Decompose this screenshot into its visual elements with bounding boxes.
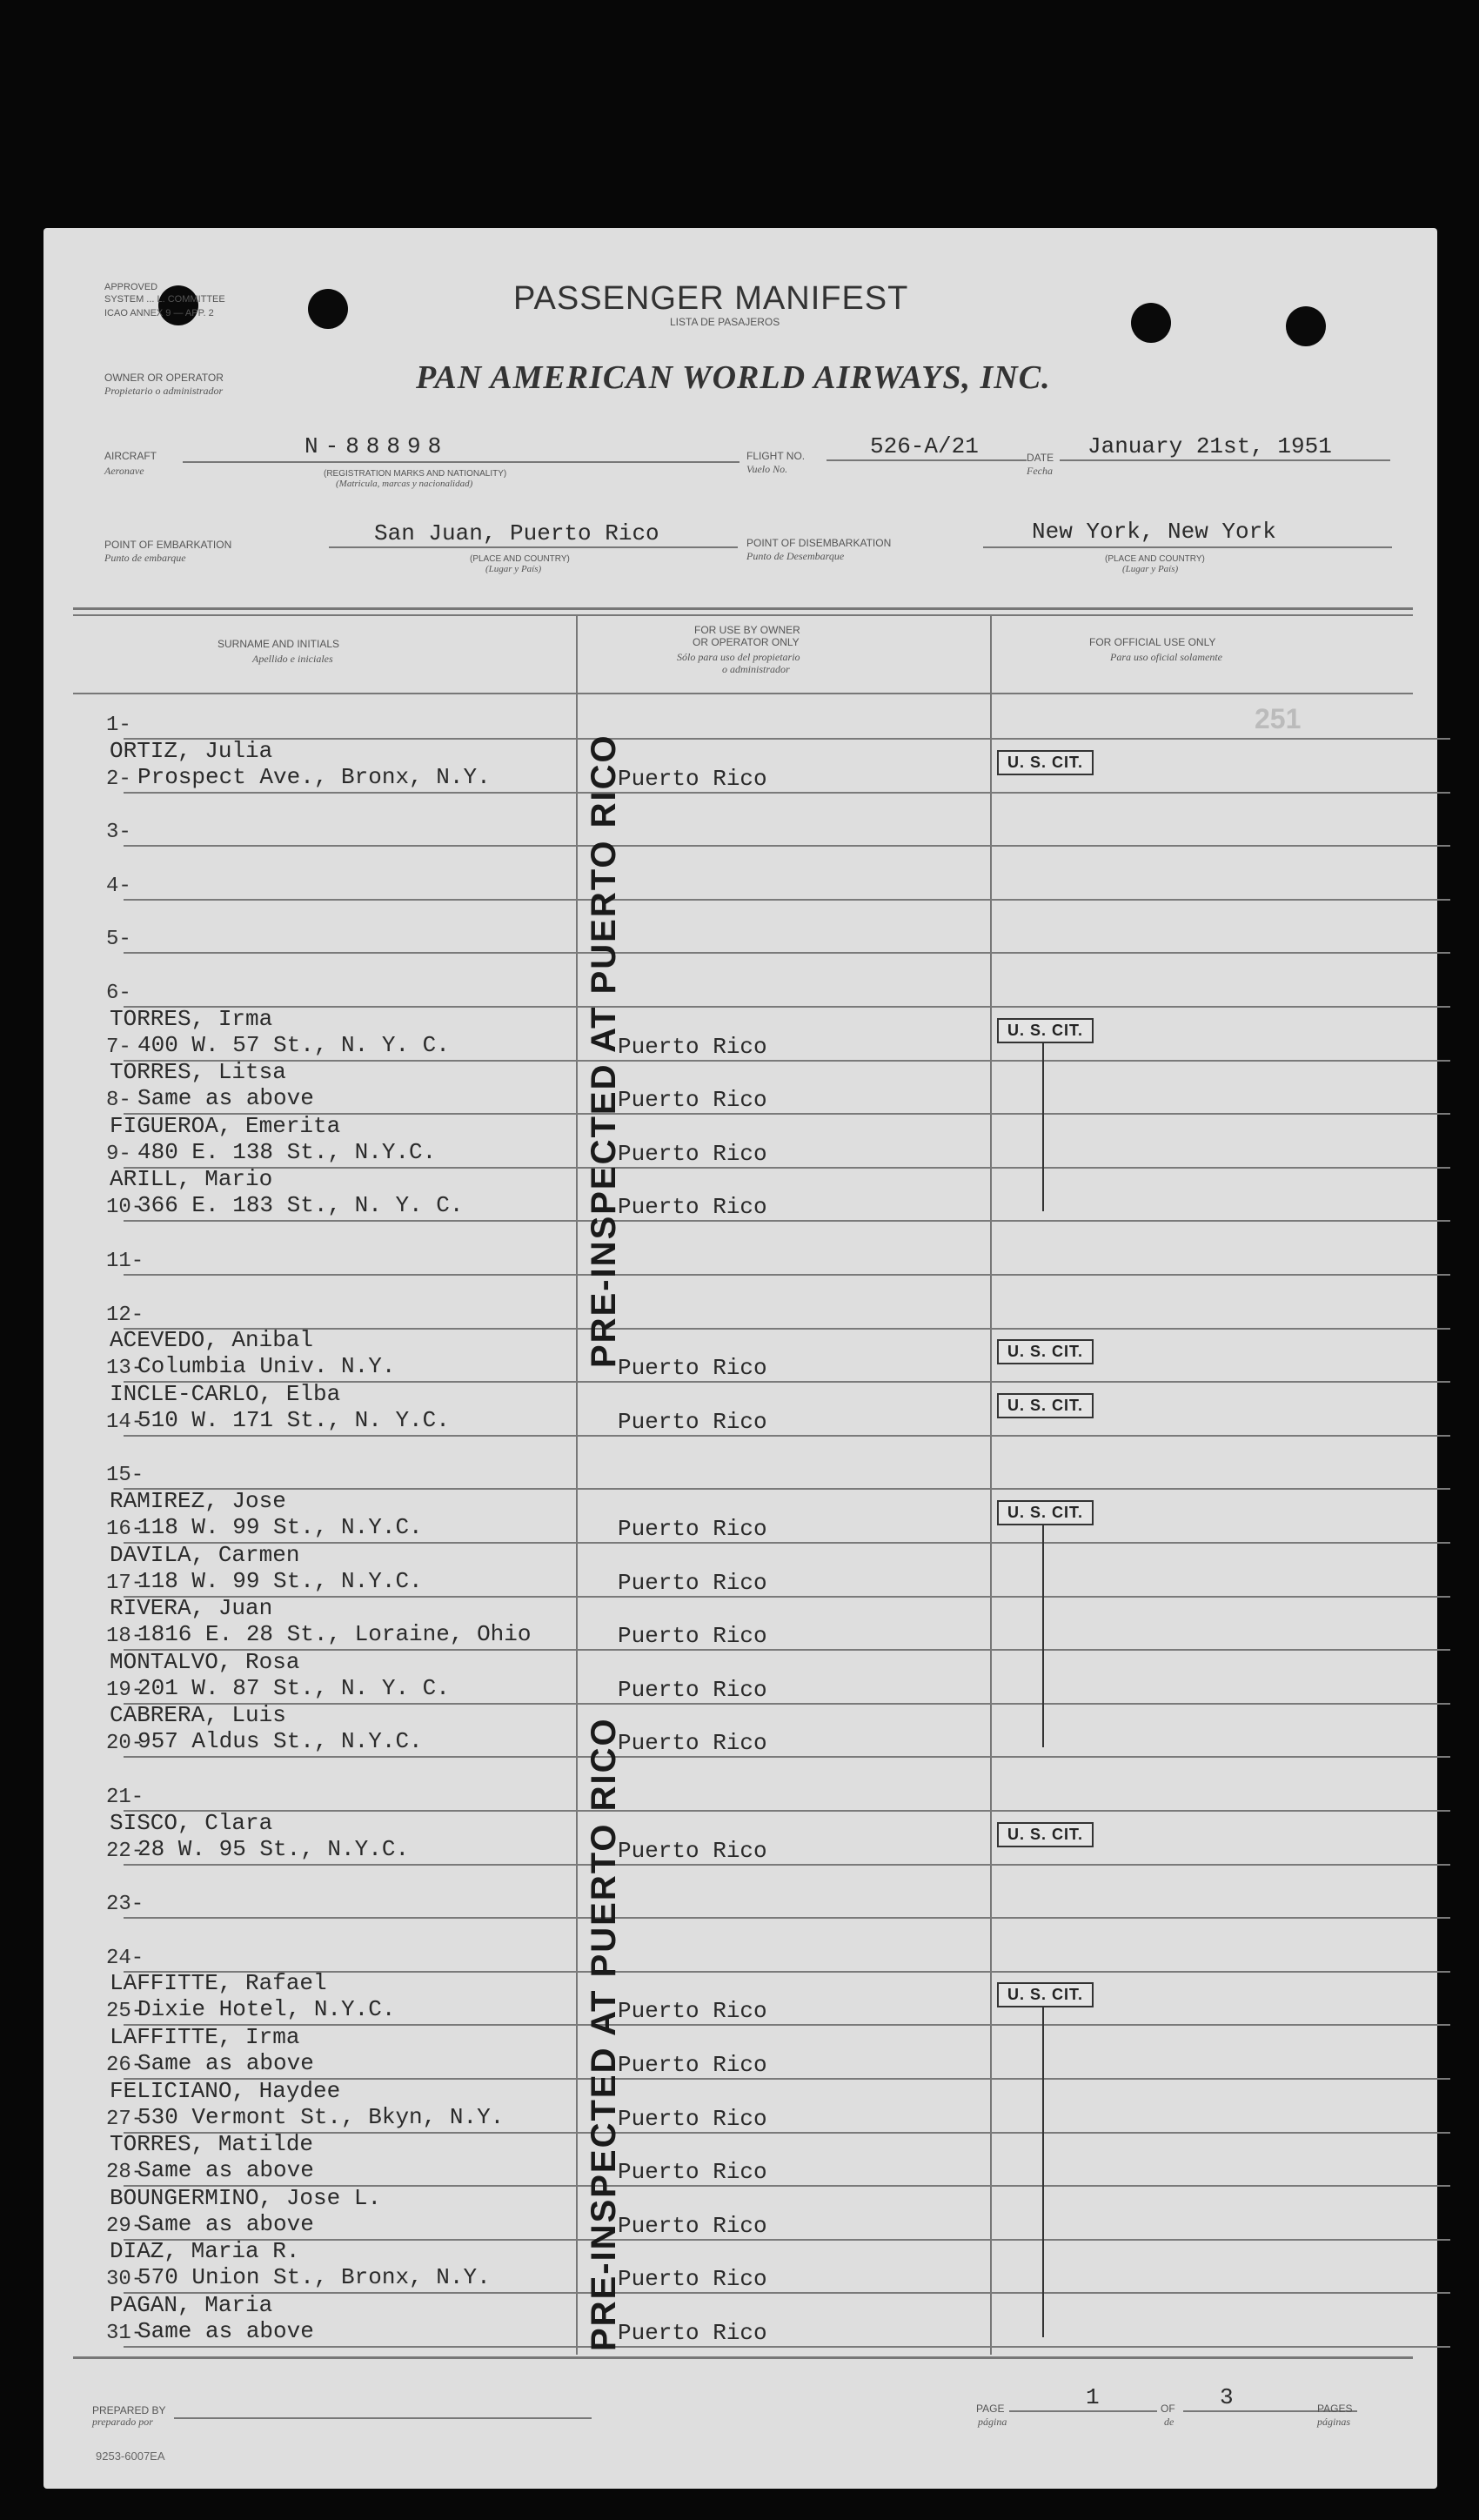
passenger-origin: Puerto Rico — [618, 1730, 767, 1757]
row-rule — [124, 1649, 1450, 1651]
row-rule — [124, 1596, 1450, 1598]
row-number: 7- — [106, 1035, 131, 1059]
row-rule — [124, 2239, 1450, 2241]
row-rule — [124, 1756, 1450, 1758]
passenger-address: Same as above — [137, 2318, 314, 2344]
passenger-name: ORTIZ, Julia — [110, 737, 273, 764]
col-official-header-es: Para uso oficial solamente — [1110, 651, 1222, 663]
aircraft-label-es: Aeronave — [104, 465, 144, 477]
flight-date: January 21st, 1951 — [1088, 433, 1332, 459]
prepared-label: PREPARED BY — [92, 2404, 166, 2416]
passenger-name: DAVILA, Carmen — [110, 1541, 300, 1568]
passenger-origin: Puerto Rico — [618, 1033, 767, 1060]
row-rule — [124, 1864, 1450, 1866]
passenger-origin: Puerto Rico — [618, 1837, 767, 1864]
passenger-address: 480 E. 138 St., N.Y.C. — [137, 1138, 437, 1165]
passenger-name: MONTALVO, Rosa — [110, 1648, 300, 1675]
approval-line1: APPROVED — [104, 282, 158, 292]
passenger-origin: Puerto Rico — [618, 1087, 767, 1114]
row-rule — [124, 2024, 1450, 2026]
passenger-name: PAGAN, Maria — [110, 2292, 273, 2318]
row-rule — [124, 1488, 1450, 1490]
row-number: 27- — [106, 2107, 144, 2131]
aircraft-sub-es: (Matricula, marcas y nacionalidad) — [336, 479, 473, 489]
preinspected-stamp: PRE-INSPECTED AT PUERTO RICO — [585, 1717, 623, 2351]
preinspected-stamp: PRE-INSPECTED AT PUERTO RICO — [585, 734, 623, 1368]
passenger-name: TORRES, Matilde — [110, 2131, 314, 2158]
flight-label: FLIGHT NO. — [746, 450, 806, 462]
passenger-name: TORRES, Irma — [110, 1005, 273, 1032]
disembark-label-es: Punto de Desembarque — [746, 550, 845, 562]
form-code: 9253-6007EA — [96, 2450, 165, 2463]
of-label: OF — [1161, 2403, 1175, 2415]
manifest-sheet — [44, 228, 1437, 2489]
row-rule — [124, 2346, 1450, 2348]
sheet-number: 251 — [1255, 703, 1302, 734]
row-number: 12- — [106, 1303, 144, 1327]
passenger-origin: Puerto Rico — [618, 1676, 767, 1703]
row-number: 28- — [106, 2161, 144, 2185]
passenger-origin: Puerto Rico — [618, 2052, 767, 2078]
passenger-name: DIAZ, Maria R. — [110, 2238, 300, 2265]
flight-number: 526-A/21 — [870, 433, 979, 459]
row-number: 25- — [106, 2000, 144, 2024]
us-citizen-stamp: U. S. CIT. — [997, 1500, 1094, 1525]
flight-label-es: Vuelo No. — [746, 463, 788, 475]
passenger-origin: Puerto Rico — [618, 2105, 767, 2132]
disembark-label: POINT OF DISEMBARKATION — [746, 537, 892, 549]
passenger-origin: Puerto Rico — [618, 765, 767, 792]
col-surname-header: SURNAME AND INITIALS — [218, 638, 340, 650]
row-number: 15- — [106, 1464, 144, 1488]
row-rule — [124, 738, 1450, 740]
passenger-address: 118 W. 99 St., N.Y.C. — [137, 1514, 423, 1540]
us-citizen-stamp: U. S. CIT. — [997, 1393, 1094, 1418]
row-number: 26- — [106, 2054, 144, 2077]
row-number: 31- — [106, 2322, 144, 2345]
form-title: PASSENGER MANIFEST — [513, 280, 909, 317]
col-owner-header-1: FOR USE BY OWNER — [694, 624, 800, 636]
passenger-origin: Puerto Rico — [618, 1516, 767, 1542]
approval-line3: ICAO ANNEX 9 — APP. 2 — [104, 308, 214, 318]
date-label-es: Fecha — [1027, 465, 1053, 477]
of-label-es: de — [1164, 2416, 1174, 2428]
row-rule — [124, 1274, 1450, 1276]
passenger-address: 366 E. 183 St., N. Y. C. — [137, 1192, 464, 1219]
punch-hole — [1286, 306, 1326, 346]
row-number: 8- — [106, 1089, 131, 1113]
disembarkation-value: New York, New York — [1032, 519, 1276, 545]
form-title-es: LISTA DE PASAJEROS — [670, 316, 780, 328]
passenger-name: TORRES, Litsa — [110, 1059, 286, 1086]
passenger-address: 570 Union St., Bronx, N.Y. — [137, 2264, 491, 2291]
passenger-address: Same as above — [137, 2050, 314, 2076]
us-citizen-stamp: U. S. CIT. — [997, 1822, 1094, 1847]
row-number: 20- — [106, 1732, 144, 1756]
row-rule — [124, 1220, 1450, 1222]
passenger-address: 28 W. 95 St., N.Y.C. — [137, 1835, 410, 1862]
passenger-origin: Puerto Rico — [618, 1569, 767, 1596]
embarkation-value: San Juan, Puerto Rico — [374, 520, 659, 546]
disembark-place-sub-es: (Lugar y País) — [1122, 564, 1179, 574]
row-number: 19- — [106, 1678, 144, 1702]
pages-label: PAGES — [1317, 2403, 1353, 2415]
row-number: 30- — [106, 2268, 144, 2292]
passenger-origin: Puerto Rico — [618, 2266, 767, 2293]
row-rule — [124, 899, 1450, 901]
row-rule — [124, 1060, 1450, 1062]
passenger-origin: Puerto Rico — [618, 2212, 767, 2239]
embark-place-sub-es: (Lugar y País) — [485, 564, 542, 574]
passenger-address: 118 W. 99 St., N.Y.C. — [137, 1567, 423, 1594]
passenger-address: 1816 E. 28 St., Loraine, Ohio — [137, 1621, 532, 1648]
passenger-origin: Puerto Rico — [618, 1623, 767, 1650]
operator-name: PAN AMERICAN WORLD AIRWAYS, INC. — [416, 359, 1051, 396]
passenger-name: ARILL, Mario — [110, 1166, 273, 1193]
row-number: 14- — [106, 1410, 144, 1434]
row-number: 16- — [106, 1518, 144, 1541]
passenger-address: Same as above — [137, 2157, 314, 2184]
us-citizen-stamp: U. S. CIT. — [997, 1339, 1094, 1364]
row-rule — [124, 1542, 1450, 1544]
passenger-origin: Puerto Rico — [618, 1194, 767, 1221]
punch-hole — [1131, 303, 1171, 343]
row-rule — [124, 1810, 1450, 1812]
row-number: 23- — [106, 1893, 144, 1917]
row-rule — [124, 1917, 1450, 1919]
col-owner-header-es1: Sólo para uso del propietario — [677, 651, 800, 663]
passenger-name: LAFFITTE, Irma — [110, 2024, 300, 2050]
row-rule — [124, 845, 1450, 847]
passenger-address: 957 Aldus St., N.Y.C. — [137, 1728, 423, 1755]
row-rule — [124, 792, 1450, 794]
approval-line2: SYSTEM ... L. COMMITTEE — [104, 294, 225, 305]
passenger-origin: Puerto Rico — [618, 2159, 767, 2186]
row-number: 1- — [106, 714, 131, 737]
row-number: 24- — [106, 1946, 144, 1970]
disembark-place-sub: (PLACE AND COUNTRY) — [1105, 554, 1205, 564]
passenger-name: CABRERA, Luis — [110, 1702, 286, 1729]
aircraft-sub: (REGISTRATION MARKS AND NATIONALITY) — [324, 469, 507, 479]
col-official-header: FOR OFFICIAL USE ONLY — [1089, 636, 1216, 648]
passenger-origin: Puerto Rico — [618, 1140, 767, 1167]
date-label: DATE — [1027, 452, 1054, 464]
passenger-name: INCLE-CARLO, Elba — [110, 1380, 341, 1407]
passenger-name: FELICIANO, Haydee — [110, 2077, 341, 2104]
embark-label-es: Punto de embarque — [104, 552, 186, 564]
passenger-address: Dixie Hotel, N.Y.C. — [137, 1996, 396, 2023]
us-citizen-stamp: U. S. CIT. — [997, 1982, 1094, 2007]
passenger-name: LAFFITTE, Rafael — [110, 1970, 327, 1997]
col-surname-header-es: Apellido e iniciales — [252, 653, 333, 665]
passenger-name: ACEVEDO, Anibal — [110, 1327, 314, 1354]
row-rule — [124, 1167, 1450, 1169]
embark-label: POINT OF EMBARKATION — [104, 539, 232, 551]
passenger-address: Prospect Ave., Bronx, N.Y. — [137, 763, 491, 790]
row-rule — [124, 1703, 1450, 1705]
row-rule — [124, 2292, 1450, 2294]
row-number: 2- — [106, 767, 131, 791]
page-label-es: página — [978, 2416, 1007, 2428]
passenger-address: 400 W. 57 St., N. Y. C. — [137, 1031, 450, 1058]
passenger-name: FIGUEROA, Emerita — [110, 1112, 341, 1139]
row-number: 11- — [106, 1250, 144, 1273]
ditto-arrow — [1042, 1525, 1044, 1747]
passenger-origin: Puerto Rico — [618, 2320, 767, 2346]
row-rule — [124, 952, 1450, 954]
passenger-address: Columbia Univ. N.Y. — [137, 1353, 396, 1380]
embark-place-sub: (PLACE AND COUNTRY) — [470, 554, 570, 564]
row-rule — [124, 1435, 1450, 1437]
row-number: 3- — [106, 821, 131, 845]
passenger-name: RAMIREZ, Jose — [110, 1488, 286, 1514]
passenger-origin: Puerto Rico — [618, 1998, 767, 2025]
ditto-arrow — [1042, 1042, 1044, 1212]
prepared-label-es: preparado por — [92, 2416, 153, 2428]
owner-label: OWNER OR OPERATOR — [104, 372, 224, 384]
row-rule — [124, 1328, 1450, 1330]
total-pages: 3 — [1220, 2384, 1234, 2410]
passenger-address: 201 W. 87 St., N. Y. C. — [137, 1674, 450, 1701]
passenger-address: Same as above — [137, 2210, 314, 2237]
us-citizen-stamp: U. S. CIT. — [997, 1018, 1094, 1043]
row-number: 22- — [106, 1839, 144, 1863]
col-owner-header-2: OR OPERATOR ONLY — [693, 636, 800, 648]
row-number: 13- — [106, 1357, 144, 1381]
row-number: 4- — [106, 874, 131, 898]
aircraft-label: AIRCRAFT — [104, 450, 157, 462]
row-number: 18- — [106, 1625, 144, 1649]
passenger-address: Same as above — [137, 1085, 314, 1112]
passenger-origin: Puerto Rico — [618, 1408, 767, 1435]
passenger-address: 530 Vermont St., Bkyn, N.Y. — [137, 2103, 505, 2130]
row-number: 6- — [106, 982, 131, 1005]
passenger-name: SISCO, Clara — [110, 1809, 273, 1836]
owner-label-es: Propietario o administrador — [104, 385, 224, 397]
us-citizen-stamp: U. S. CIT. — [997, 750, 1094, 775]
aircraft-value: N-88898 — [304, 433, 449, 459]
row-number: 5- — [106, 928, 131, 952]
punch-hole — [158, 285, 198, 325]
passenger-origin: Puerto Rico — [618, 1355, 767, 1382]
ditto-arrow — [1042, 2007, 1044, 2337]
col-owner-header-es2: o administrador — [722, 663, 790, 675]
page-number: 1 — [1086, 2384, 1100, 2410]
row-number: 21- — [106, 1786, 144, 1809]
row-number: 10- — [106, 1196, 144, 1220]
row-rule — [124, 2132, 1450, 2134]
pages-label-es: páginas — [1317, 2416, 1351, 2428]
page-label: PAGE — [976, 2403, 1005, 2415]
row-number: 17- — [106, 1571, 144, 1595]
row-number: 9- — [106, 1142, 131, 1166]
row-number: 29- — [106, 2214, 144, 2238]
punch-hole — [308, 289, 348, 329]
passenger-name: BOUNGERMINO, Jose L. — [110, 2184, 382, 2211]
row-rule — [124, 1006, 1450, 1008]
passenger-name: RIVERA, Juan — [110, 1595, 273, 1622]
passenger-address: 510 W. 171 St., N. Y.C. — [137, 1406, 450, 1433]
